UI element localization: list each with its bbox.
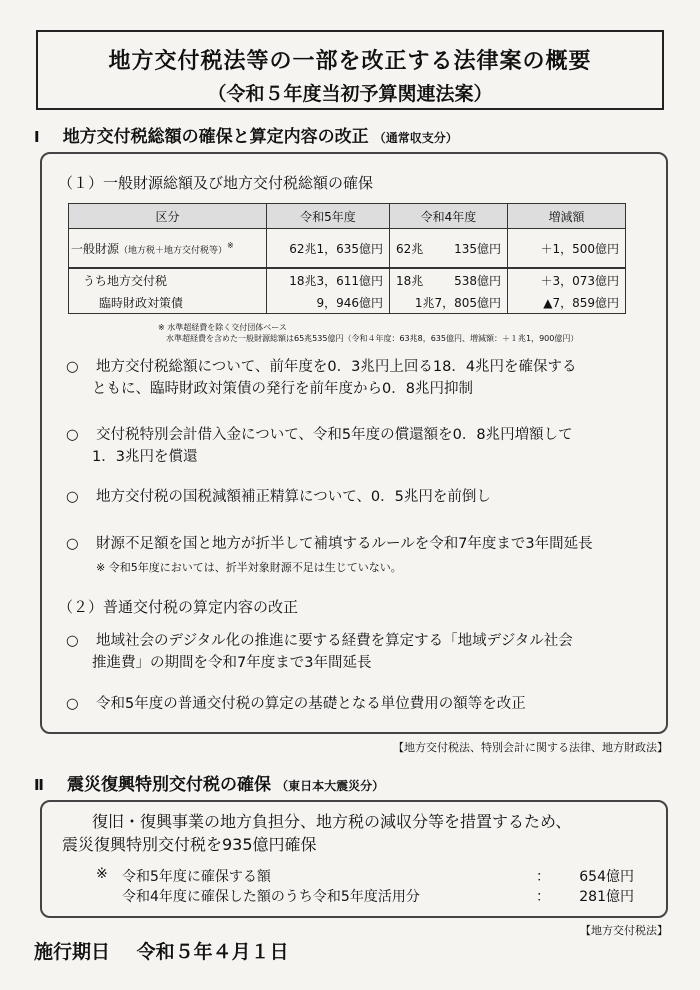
table-cell: ＋3，073億円 <box>508 268 626 291</box>
bullet-note: ※ 令和5年度においては、折半対象財源不足は生じていない。 <box>96 561 402 574</box>
table-row <box>69 291 626 314</box>
section1-note: （通常収支分） <box>373 131 458 145</box>
section2-text: 復旧・復興事業の地方負担分、地方税の減収分等を措置するため、 <box>92 812 572 831</box>
table-header: 増減額 <box>508 204 626 229</box>
table-cell: ▲7，859億円 <box>508 291 626 314</box>
effective-date-value: 令和５年４月１日 <box>136 941 289 963</box>
table-row <box>69 229 626 269</box>
table-cell: 18兆 538億円 <box>390 268 508 291</box>
table-header: 令和4年度 <box>390 204 508 229</box>
section2-number: Ⅱ <box>34 776 44 794</box>
budget-table <box>68 203 626 314</box>
section1-number: Ⅰ <box>34 128 40 146</box>
section2-title: 震災復興特別交付税の確保 <box>66 775 271 795</box>
table-notes <box>158 322 658 344</box>
list-item: ○ 地方交付税総額について、前年度を0．3兆円上回る18．4兆円を確保する ともに、臨時財政対策債の発行を前年度から0．8兆円抑制 <box>66 359 577 397</box>
document-subtitle: （令和５年度当初予算関連法案） <box>207 83 493 105</box>
table-row-label: うち地方交付税 <box>69 268 267 291</box>
law-reference: 【地方交付税法、特別会計に関する法律、地方財政法】 <box>393 741 668 754</box>
title-box <box>36 30 664 110</box>
law-reference: 【地方交付税法】 <box>580 924 668 937</box>
section2-item-value: 281億円 <box>579 889 634 905</box>
section2-note: （東日本大震災分） <box>276 779 385 793</box>
list-item: ○ 地域社会のデジタル化の推進に要する経費を算定する「地域デジタル社会 推進費」の期間を令和7年度まで3年間延長 <box>66 633 573 671</box>
section2-item-mark: ※ <box>96 866 108 882</box>
effective-date <box>34 937 289 964</box>
table-note: ※ 水準超経費を除く交付団体ベース <box>158 323 287 332</box>
table-row-label: 一般財源（地方税＋地方交付税等）※ <box>69 229 267 269</box>
part1-heading: （１）一般財源総額及び地方交付税総額の確保 <box>58 174 374 192</box>
table-cell: ＋1，500億円 <box>508 229 626 269</box>
table-cell: 62兆 135億円 <box>390 229 508 269</box>
section2-item-label: 令和5年度に確保する額 <box>122 869 271 885</box>
effective-date-label: 施行期日 <box>34 941 111 963</box>
table-row-label: 臨時財政対策債 <box>69 291 267 314</box>
table-cell: 9，946億円 <box>267 291 390 314</box>
section2-item-label: 令和4年度に確保した額のうち令和5年度活用分 <box>122 889 420 905</box>
section2-text: 震災復興特別交付税を935億円確保 <box>62 835 317 854</box>
section2-item-colon: ： <box>536 889 550 905</box>
table-header-row <box>69 204 626 229</box>
section2-heading <box>34 770 384 795</box>
table-row <box>69 268 626 291</box>
table-cell: 18兆3，611億円 <box>267 268 390 291</box>
table-cell: 1兆7，805億円 <box>390 291 508 314</box>
document-title: 地方交付税法等の一部を改正する法律案の概要 <box>108 49 592 74</box>
table-note: 水準超経費を含めた一般財源総額は65兆535億円（令和４年度：63兆8，635億円、増減額：＋１兆1，900億円） <box>166 334 579 343</box>
section2-item-colon: ： <box>536 869 550 885</box>
list-item: ○ 地方交付税の国税減額補正精算について、0．5兆円を前倒し <box>66 489 491 505</box>
table-header: 令和5年度 <box>267 204 390 229</box>
list-item: ○ 交付税特別会計借入金について、令和5年度の償還額を0．8兆円増額して 1．3兆円を償還 <box>66 427 573 465</box>
section2-item-value: 654億円 <box>579 869 634 885</box>
list-item: ○ 令和5年度の普通交付税の算定の基礎となる単位費用の額等を改正 <box>66 696 526 712</box>
list-item: ○ 財源不足額を国と地方が折半して補填するルールを令和7年度まで3年間延長 <box>66 536 593 552</box>
section1-title: 地方交付税総額の確保と算定内容の改正 <box>62 127 369 147</box>
part2-heading: （２）普通交付税の算定内容の改正 <box>58 598 299 616</box>
table-header: 区分 <box>69 204 267 229</box>
section1-heading <box>34 122 458 147</box>
table-cell: 62兆1，635億円 <box>267 229 390 269</box>
